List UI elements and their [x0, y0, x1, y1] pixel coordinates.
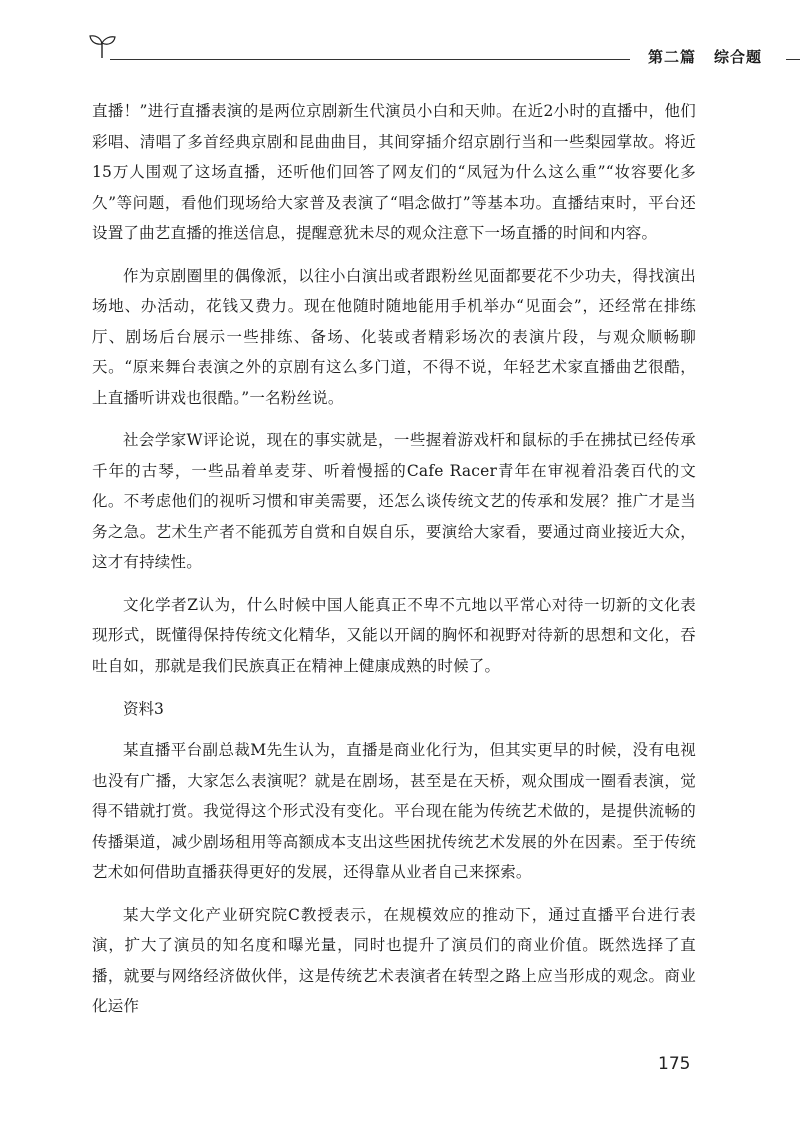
part-label: 第二篇: [648, 48, 697, 66]
sprout-icon: [88, 32, 118, 62]
paragraph: 作为京剧圈里的偶像派，以往小白演出或者跟粉丝见面都要花不少功夫，得找演出场地、办活动，花钱又费力。现在他随时随地能用手机举办“见面会”，还经常在排练厅、剧场后台展示一些排练、备场、化装或者精彩场次的表演片段，与观众顺畅聊天。“原来舞台表演之外的京剧有这么多门道，不得不说，年轻艺术家直播曲艺很酷，上直播听讲戏也很酷。”一名粉丝说。: [92, 266, 696, 407]
section-title: [648, 46, 762, 67]
page-body: [92, 96, 696, 1034]
paragraph: 直播！”进行直播表演的是两位京剧新生代演员小白和天帅。在近2小时的直播中，他们彩唱、清唱了多首经典京剧和昆曲曲目，其间穿插介绍京剧行当和一些梨园掌故。将近15万人围观了这场直播，还听他们回答了网友们的“凤冠为什么这么重”“妆容要化多久”等问题，看他们现场给大家普及表演了“唱念做打”等基本功。直播结束时，平台还设置了曲艺直播的推送信息，提醒意犹未尽的观众注意下一场直播的时间和内容。: [92, 102, 696, 242]
paragraph: 文化学者Z认为，什么时候中国人能真正不卑不亢地以平常心对待一切新的文化表现形式，既懂得保持传统文化精华，又能以开阔的胸怀和视野对待新的思想和文化，吞吐自如，那就是我们民族真正在精神上健康成熟的时候了。: [92, 595, 696, 675]
chapter-title: 综合题: [714, 48, 763, 66]
page-number: 175: [658, 1054, 691, 1074]
section-heading: 资料3: [123, 700, 164, 718]
header-rule-right: [786, 59, 800, 60]
paragraph: 某直播平台副总裁M先生认为，直播是商业化行为，但其实更早的时候，没有电视也没有广播，大家怎么表演呢？就是在剧场，甚至是在天桥，观众围成一圈看表演，觉得不错就打赏。我觉得这个形式没有变化。平台现在能为传统艺术做的，是提供流畅的传播渠道，减少剧场租用等高额成本支出这些困扰传统艺术发展的外在因素。至于传统艺术如何借助直播获得更好的发展，还得靠从业者自己来探索。: [92, 741, 696, 881]
header-rule-left: [110, 59, 630, 60]
paragraph: 某大学文化产业研究院C教授表示，在规模效应的推动下，通过直播平台进行表演，扩大了演员的知名度和曝光量，同时也提升了演员们的商业价值。既然选择了直播，就要与网络经济做伙伴，这是传统艺术表演者在转型之路上应当形成的观念。商业化运作: [92, 905, 696, 1015]
paragraph: 社会学家W评论说，现在的事实就是，一些握着游戏杆和鼠标的手在拂拭已经传承千年的古琴，一些品着单麦芽、听着慢摇的Cafe Racer青年在审视着沿袭百代的文化。不考虑他们的视听习惯和审美需要，还怎么谈传统文艺的传承和发展？推广才是当务之急。艺术生产者不能孤芳自赏和自娱自乐，要演给大家看，要通过商业接近大众，这才有持续性。: [92, 431, 696, 571]
page-header: [88, 32, 772, 72]
